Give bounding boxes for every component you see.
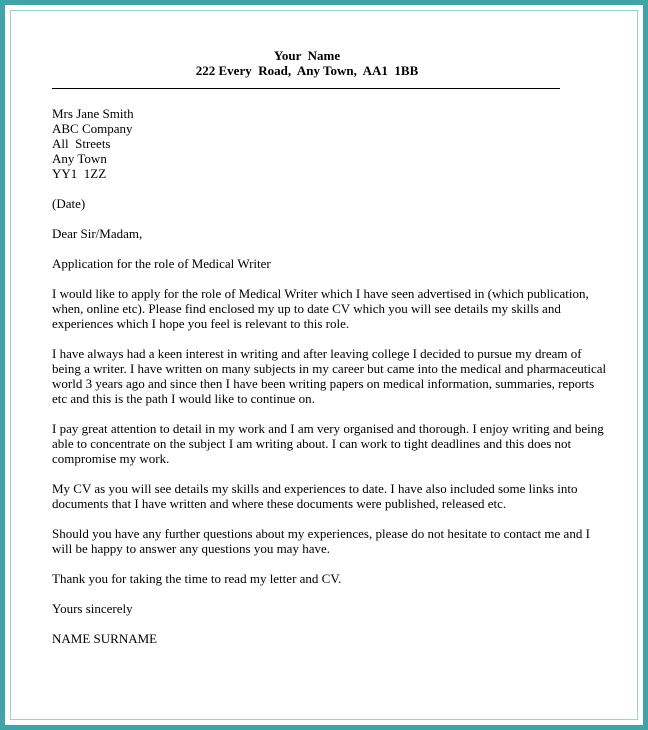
subject-line: Application for the role of Medical Writer bbox=[52, 256, 271, 271]
body-paragraph: I have always had a keen interest in writing and after leaving college I decided to pursue my dream of being a writer. I have written on many subjects in my career but came into the medical and pharmaceutical world 3 years ago and since then I have been writing papers on medical information, summaries, reports etc and this is the path I would like to continue on. bbox=[52, 346, 607, 406]
recipient-line: Mrs Jane Smith bbox=[52, 106, 134, 121]
header-divider bbox=[52, 88, 560, 89]
closing: Yours sincerely bbox=[52, 601, 133, 616]
salutation: Dear Sir/Madam, bbox=[52, 226, 143, 241]
recipient-line: Any Town bbox=[52, 151, 107, 166]
cover-letter bbox=[52, 48, 612, 646]
recipient-address bbox=[52, 106, 612, 181]
recipient-line: YY1 1ZZ bbox=[52, 166, 107, 181]
letter-header bbox=[52, 48, 562, 78]
sender-address: 222 Every Road, Any Town, AA1 1BB bbox=[195, 63, 419, 78]
body-paragraph: Should you have any further questions about my experiences, please do not hesitate to contact me and I will be happy to answer any questions you may have. bbox=[52, 526, 590, 556]
recipient-line: ABC Company bbox=[52, 121, 133, 136]
sender-name: Your Name bbox=[273, 48, 341, 63]
signature: NAME SURNAME bbox=[52, 631, 158, 646]
letter-date: (Date) bbox=[52, 196, 86, 211]
body-paragraph: I would like to apply for the role of Medical Writer which I have seen advertised in (which publication, when, online etc). Please find enclosed my up to date CV which you will see details my skills and experiences which I hope you feel is relevant to this role. bbox=[52, 286, 589, 331]
body-paragraph: I pay great attention to detail in my work and I am very organised and thorough. I enjoy writing and being able to concentrate on the subject I am writing about. I can work to tight deadlines and this does not compromise my work. bbox=[52, 421, 604, 466]
body-paragraph: My CV as you will see details my skills and experiences to date. I have also included some links into documents that I have written and where these documents were published, released etc. bbox=[52, 481, 578, 511]
body-paragraph: Thank you for taking the time to read my letter and CV. bbox=[52, 571, 342, 586]
recipient-line: All Streets bbox=[52, 136, 111, 151]
